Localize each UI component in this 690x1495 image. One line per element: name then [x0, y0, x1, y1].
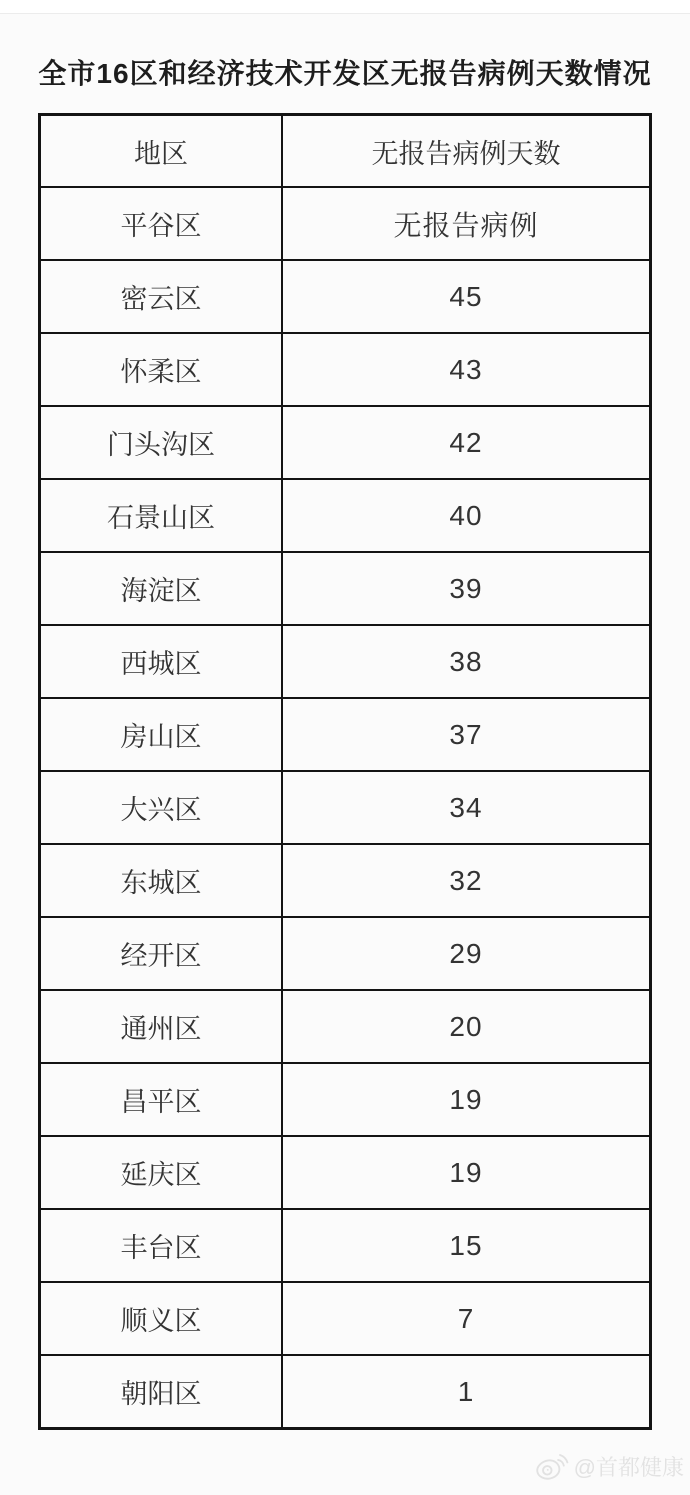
- top-divider: [0, 0, 690, 14]
- table-row: [40, 333, 651, 406]
- days-cell: 39: [282, 552, 651, 625]
- table-row: [40, 771, 651, 844]
- region-cell: 顺义区: [40, 1282, 283, 1355]
- region-cell: 昌平区: [40, 1063, 283, 1136]
- days-cell: 无报告病例: [282, 187, 651, 260]
- days-cell: 38: [282, 625, 651, 698]
- table-header-row: [40, 115, 651, 188]
- table-row: [40, 187, 651, 260]
- table-row: [40, 698, 651, 771]
- table-row: [40, 1209, 651, 1282]
- days-cell: 19: [282, 1136, 651, 1209]
- days-cell: 42: [282, 406, 651, 479]
- table-row: [40, 1136, 651, 1209]
- days-cell: 34: [282, 771, 651, 844]
- days-cell: 19: [282, 1063, 651, 1136]
- region-cell: 西城区: [40, 625, 283, 698]
- table-row: [40, 406, 651, 479]
- table-row: [40, 1355, 651, 1429]
- days-cell: 45: [282, 260, 651, 333]
- region-cell: 怀柔区: [40, 333, 283, 406]
- table-row: [40, 917, 651, 990]
- days-cell: 15: [282, 1209, 651, 1282]
- table-row: [40, 990, 651, 1063]
- table-row: [40, 552, 651, 625]
- watermark: [535, 1453, 684, 1482]
- days-cell: 7: [282, 1282, 651, 1355]
- days-cell: 29: [282, 917, 651, 990]
- days-cell: 1: [282, 1355, 651, 1429]
- region-cell: 朝阳区: [40, 1355, 283, 1429]
- region-cell: 丰台区: [40, 1209, 283, 1282]
- region-cell: 石景山区: [40, 479, 283, 552]
- region-cell: 房山区: [40, 698, 283, 771]
- region-cell: 东城区: [40, 844, 283, 917]
- table-row: [40, 844, 651, 917]
- days-cell: 43: [282, 333, 651, 406]
- region-cell: 大兴区: [40, 771, 283, 844]
- table-row: [40, 1282, 651, 1355]
- page-title: 全市16区和经济技术开发区无报告病例天数情况: [38, 58, 652, 89]
- region-cell: 平谷区: [40, 187, 283, 260]
- weibo-icon: [535, 1453, 569, 1482]
- table-row: [40, 260, 651, 333]
- table-row: [40, 479, 651, 552]
- region-cell: 延庆区: [40, 1136, 283, 1209]
- region-cell: 经开区: [40, 917, 283, 990]
- table-row: [40, 1063, 651, 1136]
- days-without-cases-table: [38, 113, 652, 1430]
- region-cell: 门头沟区: [40, 406, 283, 479]
- days-cell: 20: [282, 990, 651, 1063]
- region-cell: 海淀区: [40, 552, 283, 625]
- watermark-handle: @首都健康: [573, 1454, 684, 1480]
- column-header-days: 无报告病例天数: [282, 115, 651, 188]
- days-cell: 32: [282, 844, 651, 917]
- days-cell: 40: [282, 479, 651, 552]
- region-cell: 通州区: [40, 990, 283, 1063]
- days-cell: 37: [282, 698, 651, 771]
- column-header-region: 地区: [40, 115, 283, 188]
- table-row: [40, 625, 651, 698]
- region-cell: 密云区: [40, 260, 283, 333]
